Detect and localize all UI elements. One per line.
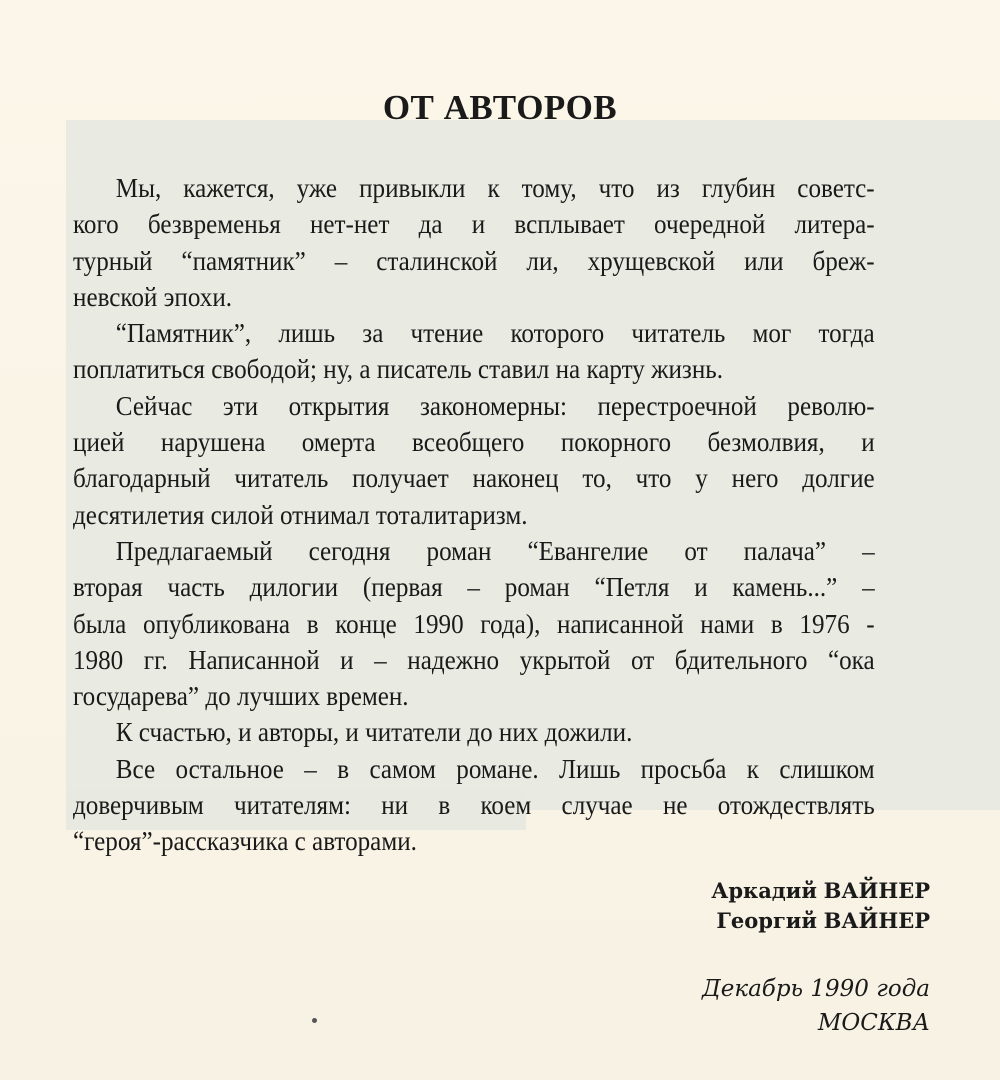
text-line: кого безвременья нет-нет да и всплывает очередной литера- (73, 209, 875, 240)
author-name (711, 906, 930, 936)
text-line: турный “памятник” – сталинской ли, хрущевской или бреж- (73, 245, 875, 276)
text-line: доверчивым читателям: ни в коем случае не отождествлять (73, 790, 875, 821)
author-signature (711, 876, 930, 936)
date: Декабрь 1990 года (702, 976, 930, 1002)
place: МОСКВА (817, 1010, 930, 1036)
text-line: “героя”-рассказчика с авторами. (73, 826, 417, 857)
author-first-name: Георгий (716, 908, 817, 933)
text-line: была опубликована в конце 1990 года), написанной нами в 1976 - (73, 608, 875, 639)
text-line: 1980 гг. Написанной и – надежно укрытой от бдительного “ока (73, 644, 875, 675)
text-line: вторая часть дилогии (первая – роман “Петля и камень...” – (73, 572, 875, 603)
author-name (711, 876, 930, 906)
text-line: невской эпохи. (73, 281, 233, 312)
text-line: К счастью, и авторы, и читатели до них дожили. (115, 717, 633, 748)
page-title: ОТ АВТОРОВ (382, 88, 618, 127)
scan-speck (312, 1018, 317, 1023)
date-place (702, 972, 930, 1040)
text-line: Мы, кажется, уже привыкли к тому, что из глубин советс- (115, 173, 875, 203)
text-line: Сейчас эти открытия закономерны: перестроечной револю- (115, 390, 875, 421)
text-line: благодарный читатель получает наконец то, что у него долгие (73, 463, 875, 494)
text-line: государева” до лучших времен. (73, 681, 409, 712)
text-line: цией нарушена омерта всеобщего покорного безмолвия, и (73, 427, 875, 458)
text-line: “Памятник”, лишь за чтение которого читатель мог тогда (115, 318, 875, 349)
text-line: десятилетия силой отнимал тоталитаризм. (73, 499, 528, 530)
preface-body (73, 170, 875, 860)
author-last-name: ВАЙНЕР (823, 878, 930, 903)
text-line: Предлагаемый сегодня роман “Евангелие от палача” – (115, 535, 875, 566)
text-line: поплатиться свободой; ну, а писатель ставил на карту жизнь. (73, 354, 724, 385)
author-last-name: ВАЙНЕР (823, 908, 930, 933)
author-first-name: Аркадий (711, 878, 817, 903)
text-line: Все остальное – в самом романе. Лишь просьба к слишком (115, 753, 875, 784)
